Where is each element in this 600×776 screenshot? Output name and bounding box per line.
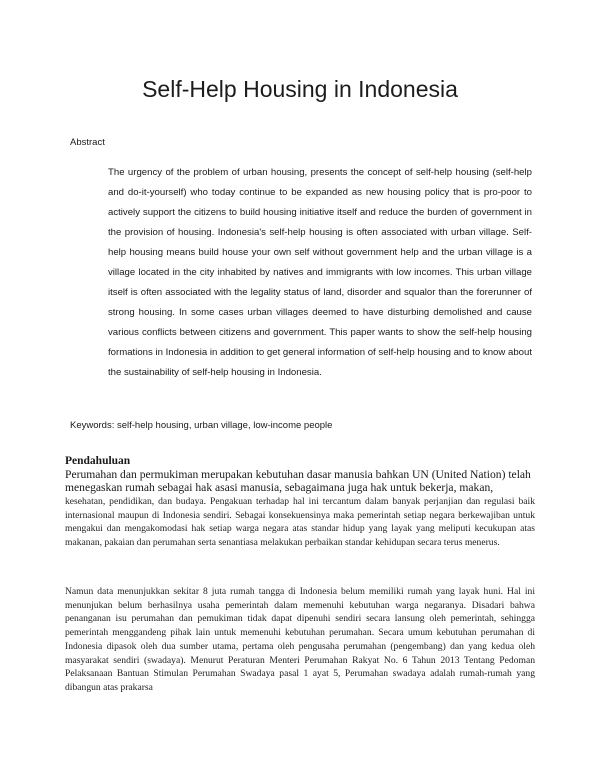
abstract-label: Abstract [70,137,105,148]
body-paragraph-2: Namun data menunjukkan sekitar 8 juta rumah tangga di Indonesia belum memiliki rumah yang layak huni. Hal ini menunjukan belum berhasilnya usaha pemerintah dalam memenuhi kebutuhan warga negaranya. Disadari bahwa penanganan isu perumahan dan pemukiman tidak dapat dipenuhi sendiri secara lansung oleh pemerintah, sehingga pemerintah menggandeng pihak lain untuk memenuhi kebutuhan perumahan. Secara umum kebutuhan perumahan di Indonesia dipasok oleh dua sumber utama, pertama oleh pengusaha perumahan (pengembang) dan yang kedua oleh masyarakat sendiri (swadaya). Menurut Peraturan Menteri Perumahan Rakyat No. 6 Tahun 2013 Tentang Pedoman Pelaksanaan Bantuan Stimulan Perumahan Swadaya pasal 1 ayat 5, Perumahan swadaya adalah rumah-rumah yang dibangun atas prakarsa [65,586,535,693]
abstract-text: The urgency of the problem of urban housing, presents the concept of self-help housing (self-help and do-it-yourself) who today continue to be expanded as new housing policy that is pro-poor to actively support the citizens to build housing initiative itself and reduce the burden of government in the provision of housing. Indonesia's self-help housing is often associated with urban village. Self-help housing means build house your own self without government help and the urban village is a village located in the city inhabited by natives and immigrants with low incomes. This urban village itself is often associated with the legality status of land, disorder and squalor than the forerunner of strong housing. In some cases urban villages deemed to have disturbing demolished and cause various conflicts between citizens and government. This paper wants to show the self-help housing formations in Indonesia in addition to get general information of self-help housing and to know about the sustainability of self-help housing in Indonesia. [108,167,532,378]
keywords: Keywords: self-help housing, urban village, low-income people [70,420,333,431]
body-paragraph-1: kesehatan, pendidikan, dan budaya. Pengakuan terhadap hal ini tercantum dalam banyak perjanjian dan regulasi baik internasional maupun di Indonesia sendiri. Sebagai konsekuensinya maka pemerintah setiap negara berkewajiban untuk mengakui dan mengakomodasi hak setiap warga negara atas standar hidup yang layak yang meliputi kecukupan atas makanan, pakaian dan perumahan serta senantiasa melakukan perbaikan standar kehidupan secara terus menerus. [65,496,535,549]
paper-title: Self-Help Housing in Indonesia [142,76,458,102]
intro-lead-paragraph: Perumahan dan permukiman merupakan kebutuhan dasar manusia bahkan UN (United Nation) telah menegaskan rumah sebagai hak asasi manusia, sebagaimana juga hak untuk bekerja, makan, [65,468,531,494]
section-heading-pendahuluan: Pendahuluan [65,455,131,467]
